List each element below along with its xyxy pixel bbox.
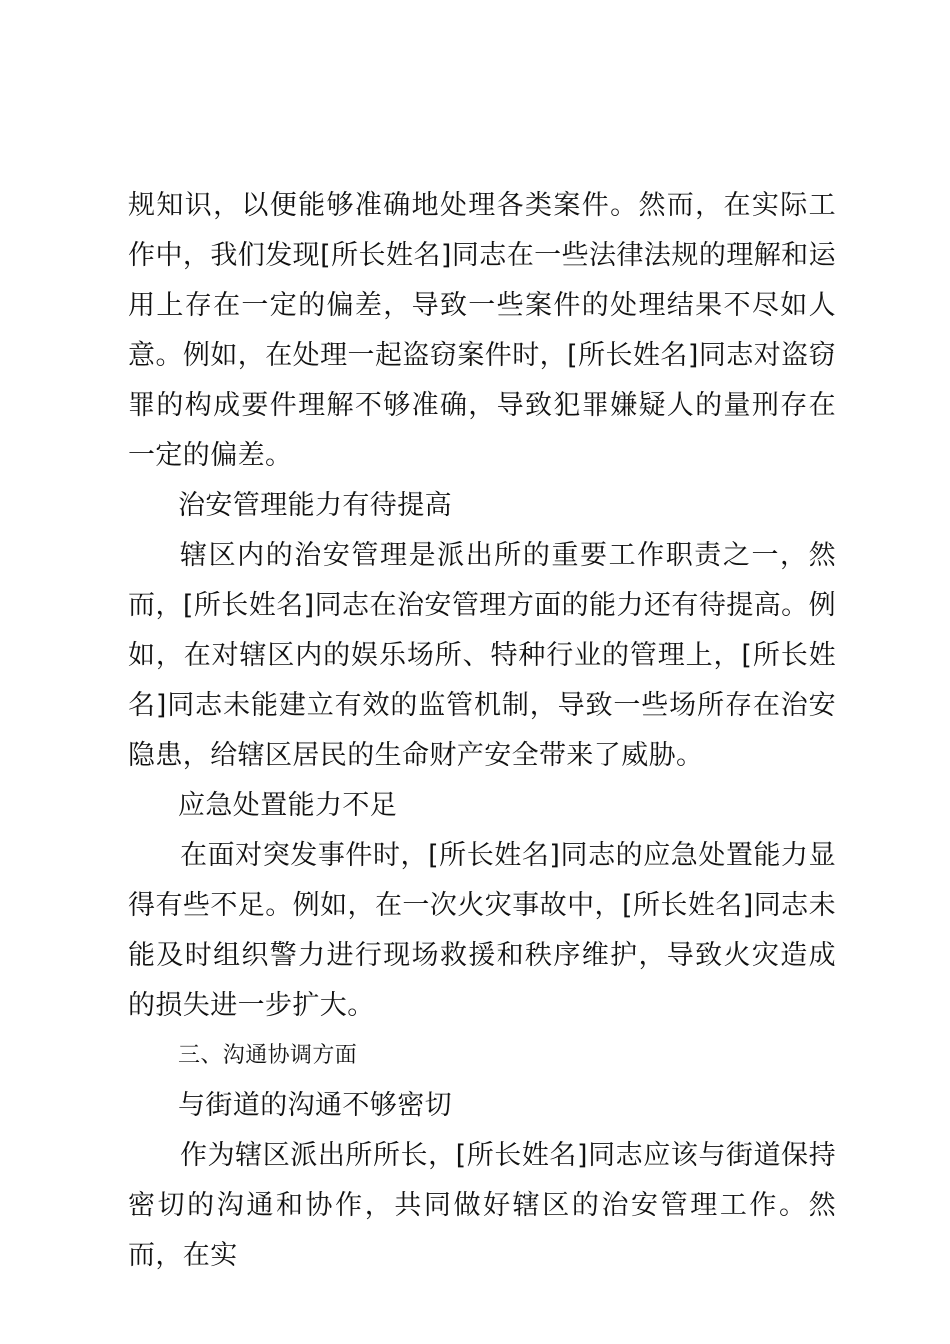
paragraph-legal-knowledge: 规知识，以便能够准确地处理各类案件。然而，在实际工作中，我们发现[所长姓名]同志在一些法律法规的理解和运用上存在一定的偏差，导致一些案件的处理结果不尽如人意。例如，在处理一起盗窃案件时，[所长姓名]同志对盗窃罪的构成要件理解不够准确，导致犯罪嫌疑人的量刑存在一定的偏差。: [128, 190, 836, 471]
heading-street-communication: 与街道的沟通不够密切: [178, 1090, 452, 1121]
document-body: [128, 181, 836, 1281]
paragraph-emergency-response: 在面对突发事件时，[所长姓名]同志的应急处置能力显得有些不足。例如，在一次火灾事故中，[所长姓名]同志未能及时组织警力进行现场救援和秩序维护，导致火灾造成的损失进一步扩大。: [128, 840, 836, 1021]
section-heading-communication: 三、沟通协调方面: [178, 1043, 358, 1068]
heading-public-security-management: 治安管理能力有待提高: [178, 490, 452, 521]
paragraph-public-security-management: 辖区内的治安管理是派出所的重要工作职责之一，然而，[所长姓名]同志在治安管理方面的能力还有待提高。例如，在对辖区内的娱乐场所、特种行业的管理上，[所长姓名]同志未能建立有效的监管机制，导致一些场所存在治安隐患，给辖区居民的生命财产安全带来了威胁。: [128, 540, 836, 771]
heading-emergency-response: 应急处置能力不足: [178, 790, 398, 821]
paragraph-street-communication: 作为辖区派出所所长，[所长姓名]同志应该与街道保持密切的沟通和协作，共同做好辖区的治安管理工作。然而，在实: [128, 1140, 836, 1271]
